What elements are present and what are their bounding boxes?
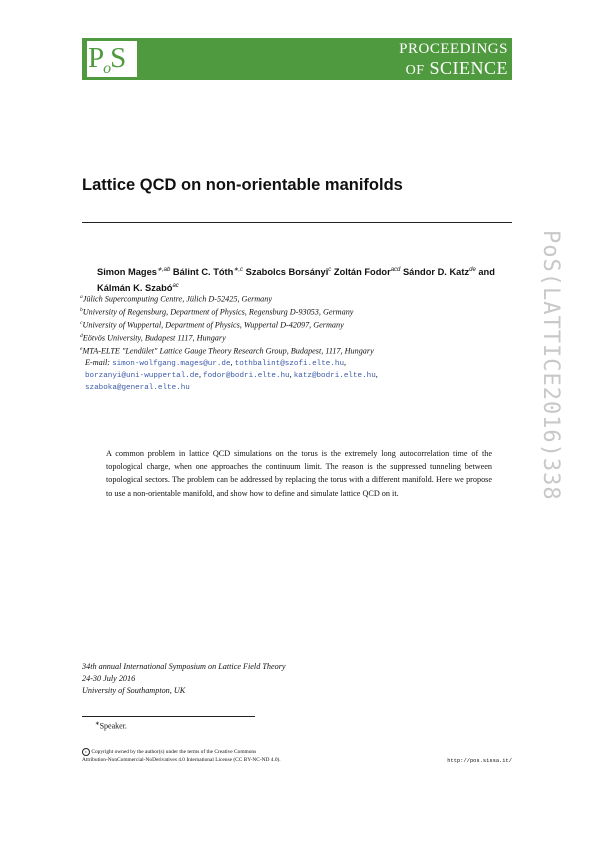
- author-name: Bálint C. Tóth: [172, 267, 234, 278]
- affiliation: $^d$Eötvös University, Budapest 1117, Hungary: [80, 333, 226, 343]
- email-link[interactable]: katz@bodri.elte.hu: [293, 372, 376, 380]
- pos-url[interactable]: http://pos.sissa.it/: [447, 758, 512, 764]
- author-name: Szabolcs Borsányi: [245, 267, 329, 278]
- conference-name: 34th annual International Symposium on Lattice Field Theory: [82, 662, 286, 671]
- email-line: borzanyi@uni-wuppertal.de, fodor@bodri.elte.hu, katz@bodri.elte.hu,: [85, 370, 378, 380]
- copyright-notice: c Copyright owned by the author(s) under the terms of the Creative Commons Attribution-NonCommercial-NoDerivatives 4.0 International License (CC BY-NC-ND 4.0).: [82, 749, 281, 763]
- footnote: ∗Speaker.: [95, 721, 127, 731]
- email-line: E-mail: simon-wolfgang.mages@ur.de, tothbalint@szofi.elte.hu,: [85, 358, 347, 368]
- affiliation: $^b$University of Regensburg, Department of Physics, Regensburg D-93053, Germany: [80, 307, 354, 317]
- affiliation: $^e$MTA-ELTE "Lendület" Lattice Gauge Theory Research Group, Budapest, 1117, Hungary: [80, 346, 374, 356]
- pos-logo: $P_oS$: [88, 42, 126, 77]
- email-link[interactable]: borzanyi@uni-wuppertal.de: [85, 372, 199, 380]
- author-name: Simon Mages: [97, 267, 157, 278]
- conference-dates: 24-30 July 2016: [82, 674, 136, 683]
- copyright-icon: c: [82, 748, 90, 756]
- pos-side-stamp: PoS(LATTICE2016)338: [538, 230, 563, 501]
- conference-place: University of Southampton, UK: [82, 686, 186, 695]
- author-name: Sándor D. Katz: [402, 267, 470, 278]
- author-name: Kálmán K. Szabó: [97, 283, 173, 294]
- email-link[interactable]: fodor@bodri.elte.hu: [203, 372, 290, 380]
- email-link[interactable]: szaboka@general.elte.hu: [85, 384, 190, 392]
- of-science-label: OF SCIENCE: [405, 58, 508, 78]
- abstract: A common problem in lattice QCD simulations on the torus is the extremely long autocorrelation time of the topological charge, when one approaches the continuum limit. The reason is the suppressed tunneling between topological sectors. The problem can be addressed by replacing the torus with a different manifold. Here we propose to use a non-orientable manifold, and show how to define and simulate lattice QCD on it.: [106, 449, 492, 498]
- affiliation: $^c$University of Wuppertal, Department of Physics, Wuppertal D-42097, Germany: [80, 320, 344, 330]
- affiliation: $^a$Jülich Supercomputing Centre, Jülich D-52425, Germany: [80, 294, 273, 304]
- email-link[interactable]: simon-wolfgang.mages@ur.de: [112, 360, 231, 368]
- paper-title: Lattice QCD on non-orientable manifolds: [82, 176, 403, 194]
- footnote-divider: [82, 716, 255, 717]
- title-divider: [82, 222, 512, 223]
- proceedings-label: PROCEEDINGS: [399, 41, 508, 57]
- author-list: Simon Mages$^{∗,ab}$ Bálint C. Tóth$^{∗,c}$ Szabolcs Borsányi$^c$ Zoltán Fodor$^{acd}$ Sándor D. Katz$^{de}$ and Kálmán K. Szabó$^{ac}$: [97, 267, 495, 294]
- author-name: Zoltán Fodor: [333, 267, 391, 278]
- email-link[interactable]: tothbalint@szofi.elte.hu: [234, 360, 345, 368]
- email-line: [85, 381, 525, 394]
